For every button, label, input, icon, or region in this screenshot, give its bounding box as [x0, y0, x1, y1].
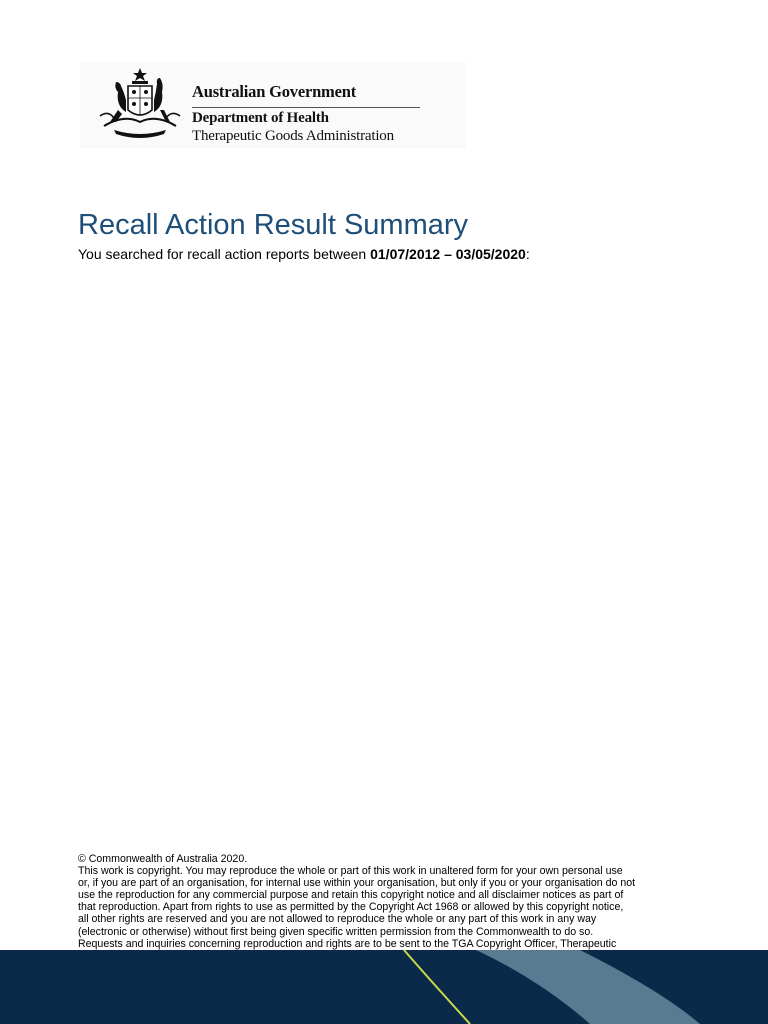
copyright-line: © Commonwealth of Australia 2020.: [78, 853, 248, 865]
search-summary: [78, 246, 530, 262]
search-date-range: 01/07/2012 – 03/05/2020: [370, 246, 526, 262]
copyright-line: Requests and inquiries concerning reproduction and rights are to be sent to the TGA Copyright Officer, Therapeutic: [78, 937, 617, 950]
agency-name: Therapeutic Goods Administration: [192, 128, 394, 144]
department-name: Department of Health: [192, 110, 329, 126]
copyright-line: or, if you are part of an organisation, for internal use within your organisation, but only if you or your organisation do not: [78, 877, 636, 890]
government-name: Australian Government: [192, 82, 356, 101]
wordmark-divider: [192, 107, 420, 108]
copyright-line: (electronic or otherwise) without first being given specific written permission from the Commonwealth to do so.: [78, 925, 594, 938]
search-summary-suffix: :: [525, 246, 530, 262]
copyright-line: use the reproduction for any commercial purpose and retain this copyright notice and all disclaimer notices as part of: [78, 889, 624, 902]
copyright-line: all other rights are reserved and you are not allowed to reproduce the whole or any part of this work in any way: [78, 913, 597, 926]
page-title: Recall Action Result Summary: [78, 209, 469, 241]
agency-logo: [80, 62, 466, 148]
copyright-notice: [78, 853, 708, 962]
footer-band: [0, 950, 768, 1024]
search-summary-prefix: You searched for recall action reports between: [78, 246, 371, 262]
copyright-line: that reproduction. Apart from rights to use as permitted by the Copyright Act 1968 or allowed by this copyright notice,: [78, 901, 624, 914]
coat-of-arms-icon: [94, 66, 186, 138]
copyright-line: This work is copyright. You may reproduce the whole or part of this work in unaltered form for your own personal use: [78, 865, 623, 878]
